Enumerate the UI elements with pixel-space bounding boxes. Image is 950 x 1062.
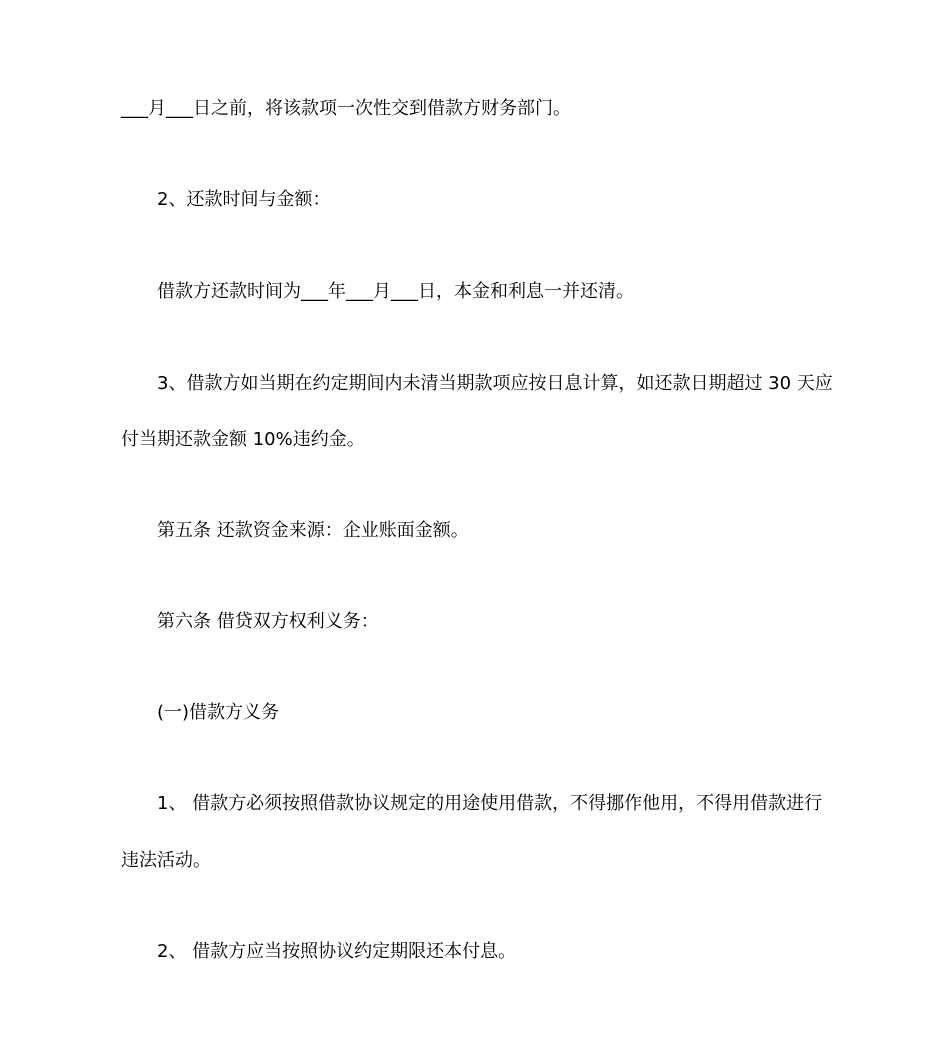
paragraph-line: 违法活动。 xyxy=(121,850,211,871)
paragraph-line: (一)借款方义务 xyxy=(157,702,280,723)
paragraph-line: 2、 借款方应当按照协议约定期限还本付息。 xyxy=(157,941,517,962)
paragraph-line: 2、还款时间与金额： xyxy=(157,189,331,210)
paragraph-line: 付当期还款金额 10%违约金。 xyxy=(121,429,365,450)
paragraph-line: 第六条 借贷双方权利义务： xyxy=(157,611,379,632)
paragraph-line: 1、 借款方必须按照借款协议规定的用途使用借款，不得挪作他用，不得用借款进行 xyxy=(157,793,823,814)
paragraph-line: ___月___日之前，将该款项一次性交到借款方财务部门。 xyxy=(121,98,571,119)
paragraph-line: 第五条 还款资金来源：企业账面金额。 xyxy=(157,520,469,541)
paragraph-line: 借款方还款时间为___年___月___日，本金和利息一并还清。 xyxy=(157,281,634,302)
paragraph-line: 3、借款方如当期在约定期间内未清当期款项应按日息计算，如还款日期超过 30 天应 xyxy=(157,373,833,394)
